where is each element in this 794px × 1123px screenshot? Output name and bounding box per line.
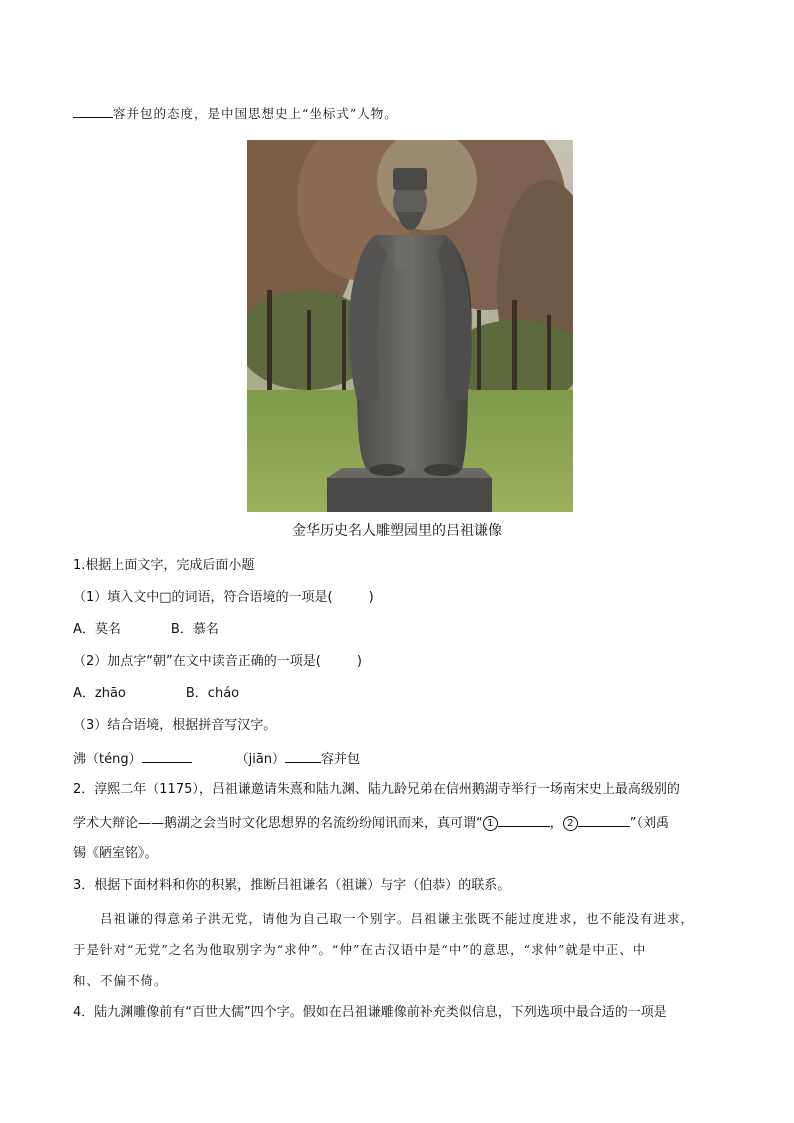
option-a[interactable]: A．莫名	[73, 622, 121, 637]
q2-line3: 锡《陋室铭》。	[73, 846, 158, 861]
answer-blank-2[interactable]	[578, 813, 630, 827]
q1-sub2-options	[73, 685, 239, 703]
q1-sub1: （1）填入文中□的词语，符合语境的一项是( )	[73, 590, 374, 605]
intro-blank	[73, 104, 113, 118]
q1-sub1-options	[73, 621, 219, 639]
q1-sub3-fill: 沸（téng） （jiān） 容并包	[73, 749, 360, 769]
q1-stem: 1.根据上面文字，完成后面小题	[73, 558, 255, 573]
photo-caption: 金华历史名人雕塑园里的吕祖谦像	[292, 523, 502, 539]
option-a[interactable]: A．zhāo	[73, 686, 126, 701]
statue-image	[247, 140, 573, 512]
q1-sub2: （2）加点字“朝”在文中读音正确的一项是( )	[73, 654, 362, 669]
q3-material-p1: 吕祖谦的得意弟子洪无党，请他为自己取一个别字。吕祖谦主张既不能过度进求，也不能没有进求，	[100, 911, 695, 926]
q2-line1: 2．淳熙二年（1175），吕祖谦邀请朱熹和陆九渊、陆九龄兄弟在信州鹅湖寺举行一场南宋史上最高级别的	[73, 782, 680, 797]
option-b[interactable]: B．cháo	[185, 686, 240, 701]
answer-blank-1[interactable]	[498, 813, 550, 827]
q4-stem: 4．陆九渊雕像前有“百世大儒”四个字。假如在吕祖谦雕像前补充类似信息，下列选项中最合适的一项是	[73, 1005, 667, 1020]
fill-blank-jian[interactable]	[285, 749, 321, 763]
option-b[interactable]: B．慕名	[170, 622, 219, 637]
q3-material-p2: 于是针对“无党”之名为他取别字为“求仲”。“仲”在古汉语中是“中”的意思，“求仲”就是中正、中	[73, 942, 647, 957]
q3-stem: 3．根据下面材料和你的积累，推断吕祖谦名（祖谦）与字（伯恭）的联系。	[73, 878, 511, 893]
fill-blank-teng[interactable]	[142, 749, 192, 763]
blank-marker-2: 2	[563, 816, 578, 831]
q2-line2: 学术大辩论——鹅湖之会当时文化思想界的名流纷纷闻讯而来，真可谓“ 1 ， 2 ”（刘禹	[73, 813, 669, 833]
statue-photo	[247, 140, 573, 512]
blank-marker-1: 1	[483, 816, 498, 831]
q1-sub3: （3）结合语境，根据拼音写汉字。	[73, 718, 277, 733]
intro-line: 容并包的态度，是中国思想史上“坐标式”人物。	[73, 104, 398, 123]
q3-material-p3: 和、不偏不倚。	[73, 973, 168, 988]
